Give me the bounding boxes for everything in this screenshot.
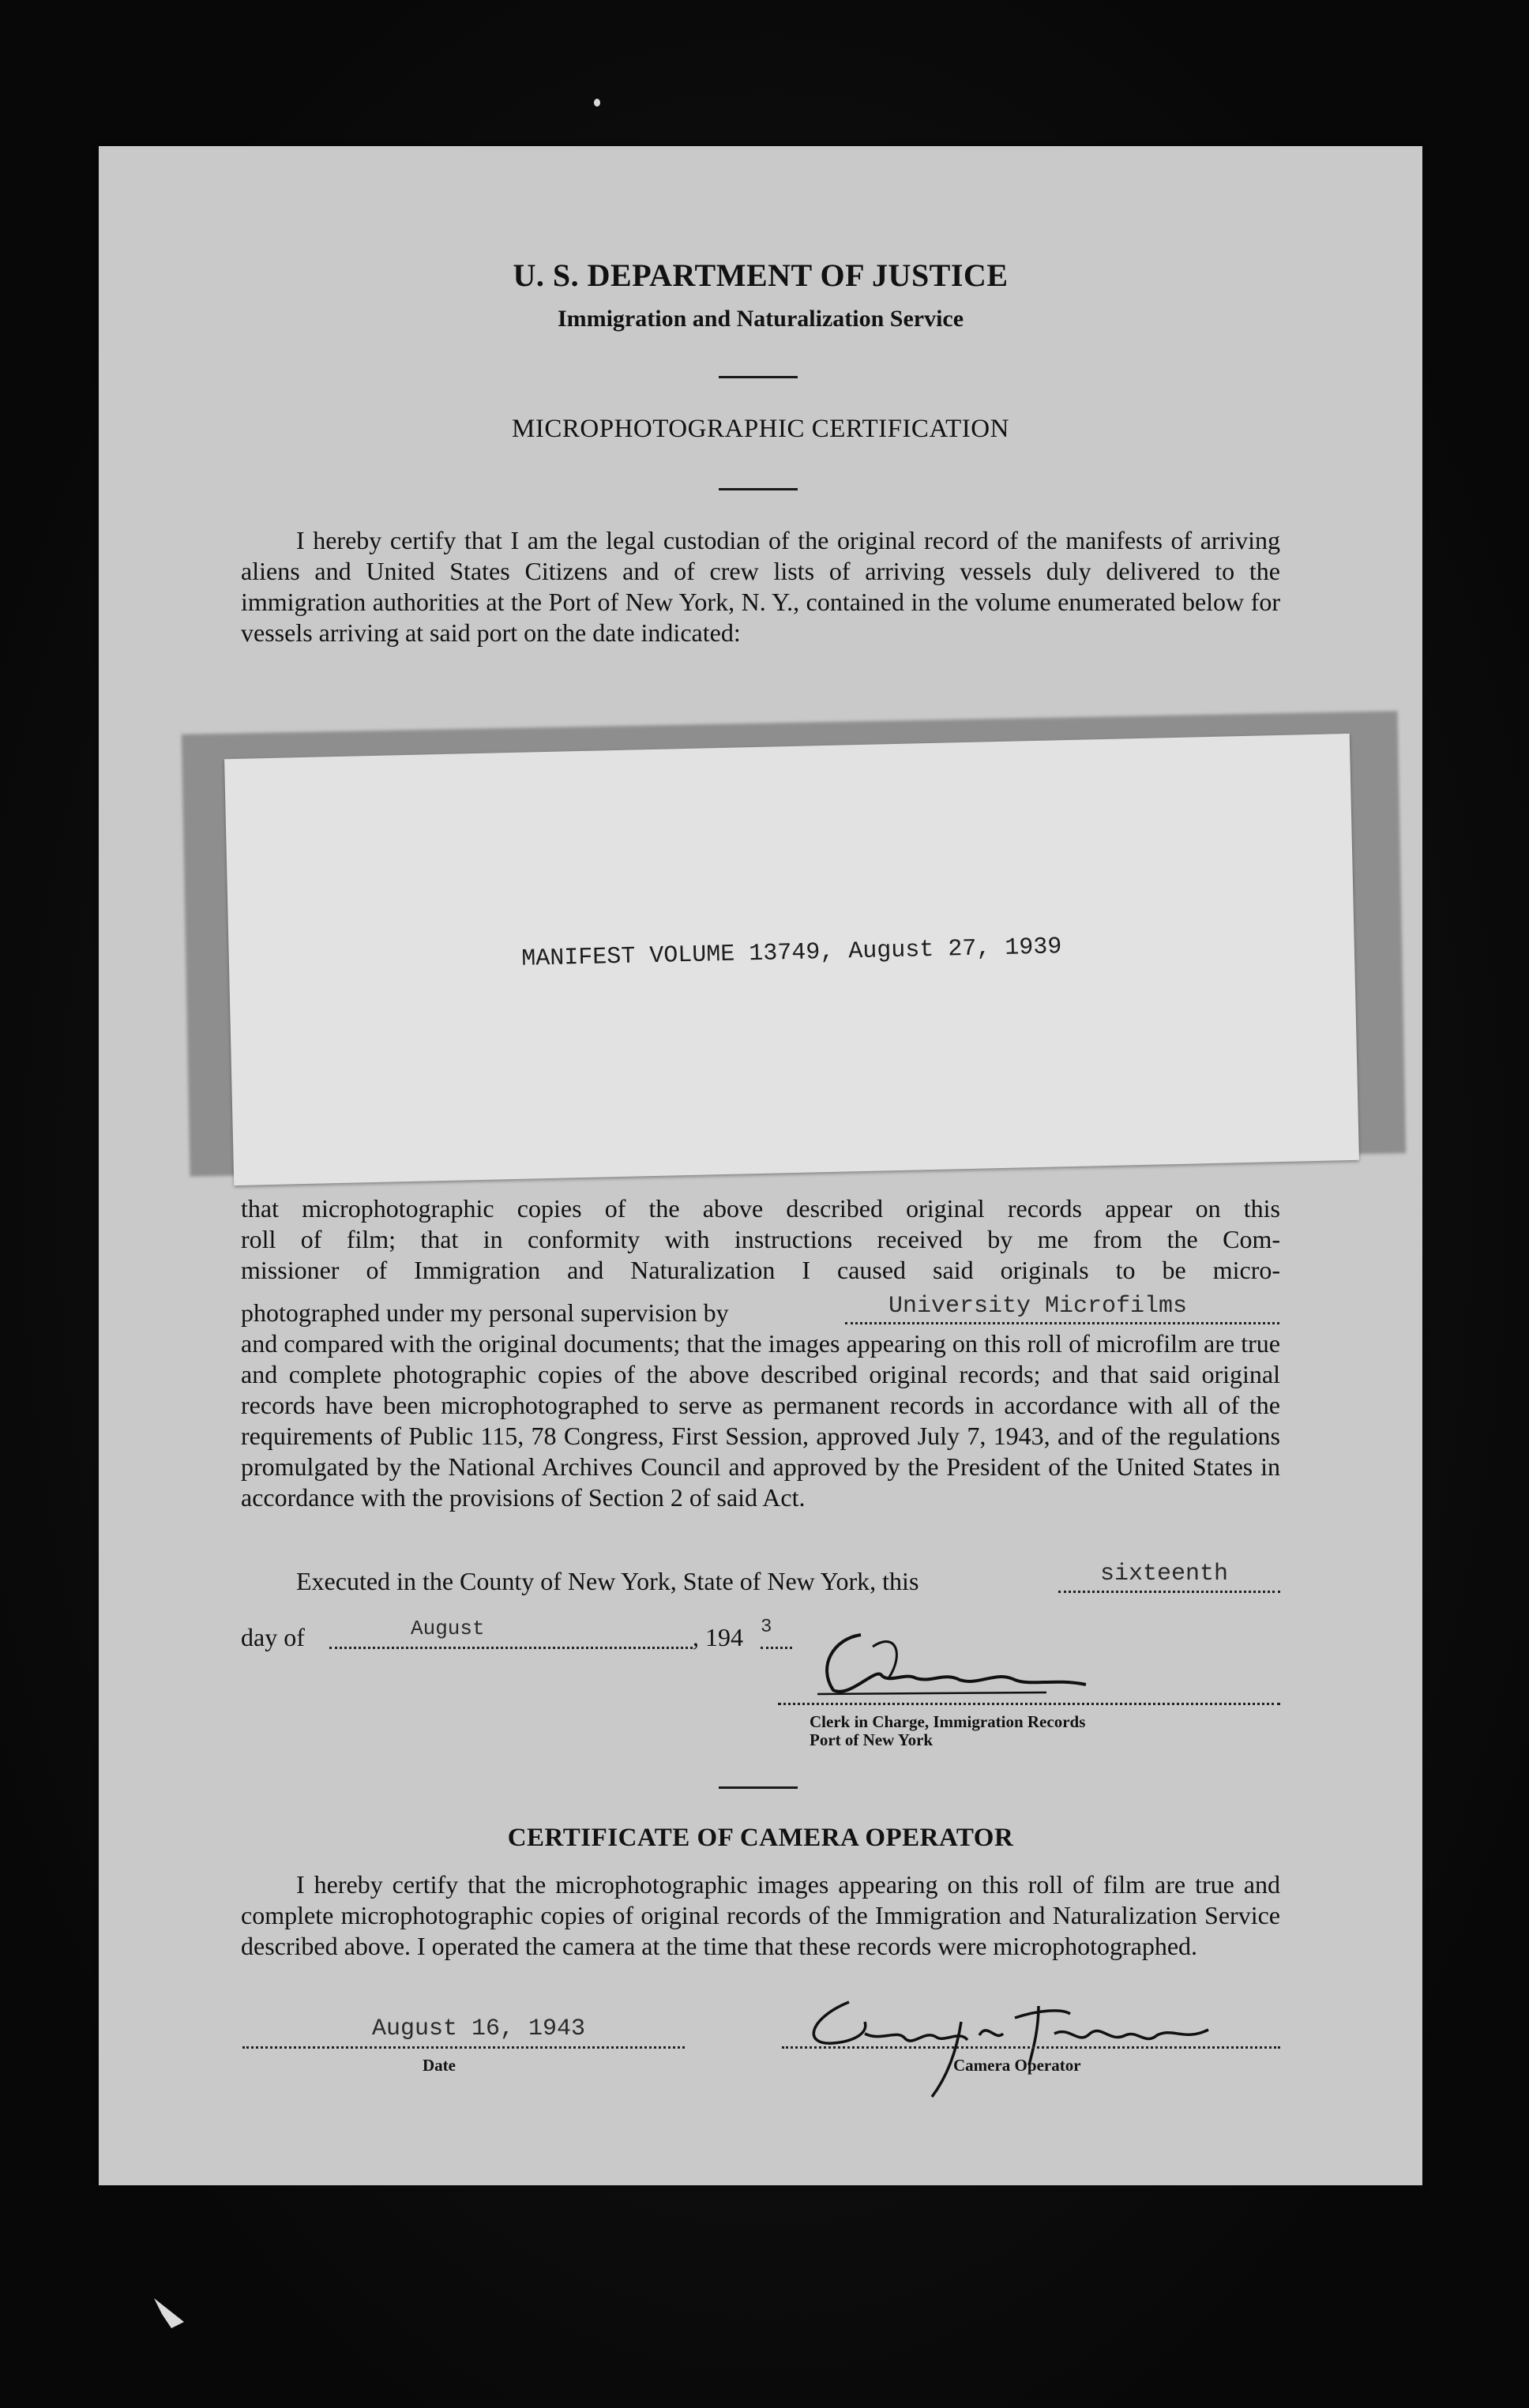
body-line-1: that microphotographic copies of the above described original records appear on this: [241, 1194, 1280, 1223]
supervisor-fill-line: [845, 1322, 1279, 1324]
volume-label-text: MANIFEST VOLUME 13749, August 27, 1939: [520, 934, 1062, 973]
clerk-title-line1: Clerk in Charge, Immigration Records: [810, 1712, 1086, 1731]
body-paragraph-rest: and compared with the original documents; that the images appearing on this roll of microfilm are true and complete photographic copies of the above described original records; and that said original records have been microphotographed to serve as permanent records in accordance with all of the requirements of Public 115, 78 Congress, First Session, approved July 7, 1943, and of the regulations promulgated by the National Archives Council and approved by the President of the United States in accordance with the provisions of Section 2 of said Act.: [241, 1329, 1280, 1512]
service-subheading: Immigration and Naturalization Service: [557, 306, 964, 332]
execution-month: August: [411, 1617, 485, 1640]
film-scratch-mark: [154, 2298, 193, 2330]
supervision-prefix: photographed under my personal supervision by: [241, 1298, 729, 1327]
clerk-signature-line: [778, 1703, 1280, 1705]
divider-rule: [719, 376, 798, 378]
camera-paragraph: I hereby certify that the microphotographic images appearing on this roll of film are true and complete microphotographic copies of original records of the Immigration and Naturalization Service described above. I operated the camera at the time that these records were microphotographed.: [241, 1870, 1280, 1960]
department-heading: U. S. DEPARTMENT OF JUSTICE: [513, 257, 1009, 293]
supervisor-name: University Microfilms: [888, 1293, 1188, 1320]
intro-paragraph: I hereby certify that I am the legal custodian of the original record of the manifests of arriving aliens and United States Citizens and of crew lists of arriving vessels duly delivered to the immigration authorities at the Port of New York, N. Y., contained in the volume enumerated below for vessels arriving at said port on the date indicated:: [241, 526, 1280, 647]
year-prefix: , 194: [693, 1623, 743, 1651]
clerk-signature: [786, 1623, 1102, 1710]
divider-rule: [719, 1786, 798, 1789]
camera-operator-signature: [778, 1986, 1220, 2105]
divider-rule: [719, 488, 798, 490]
certification-title: MICROPHOTOGRAPHIC CERTIFICATION: [512, 415, 1009, 443]
body-line-3: missioner of Immigration and Naturalization I caused said originals to be micro-: [241, 1256, 1280, 1284]
camera-date: August 16, 1943: [372, 2015, 586, 2042]
execution-day: sixteenth: [1100, 1561, 1229, 1587]
camera-heading: CERTIFICATE OF CAMERA OPERATOR: [507, 1824, 1014, 1852]
volume-label-card: [224, 734, 1359, 1185]
operator-signature-line: [782, 2046, 1280, 2049]
month-fill-line: [329, 1647, 693, 1649]
date-fill-line: [242, 2046, 685, 2049]
certificate-page: [99, 146, 1422, 2185]
clerk-title-line2: Port of New York: [810, 1730, 934, 1749]
year-digit: 3: [761, 1617, 772, 1638]
day-fill-line: [1058, 1591, 1280, 1593]
film-speck: [594, 99, 600, 107]
body-line-2: roll of film; that in conformity with instructions received by me from the Com-: [241, 1225, 1280, 1253]
operator-label: Camera Operator: [953, 2056, 1081, 2075]
date-label: Date: [423, 2056, 456, 2075]
execution-prefix: Executed in the County of New York, State of New York, this: [296, 1567, 919, 1595]
day-of-label: day of: [241, 1623, 305, 1651]
